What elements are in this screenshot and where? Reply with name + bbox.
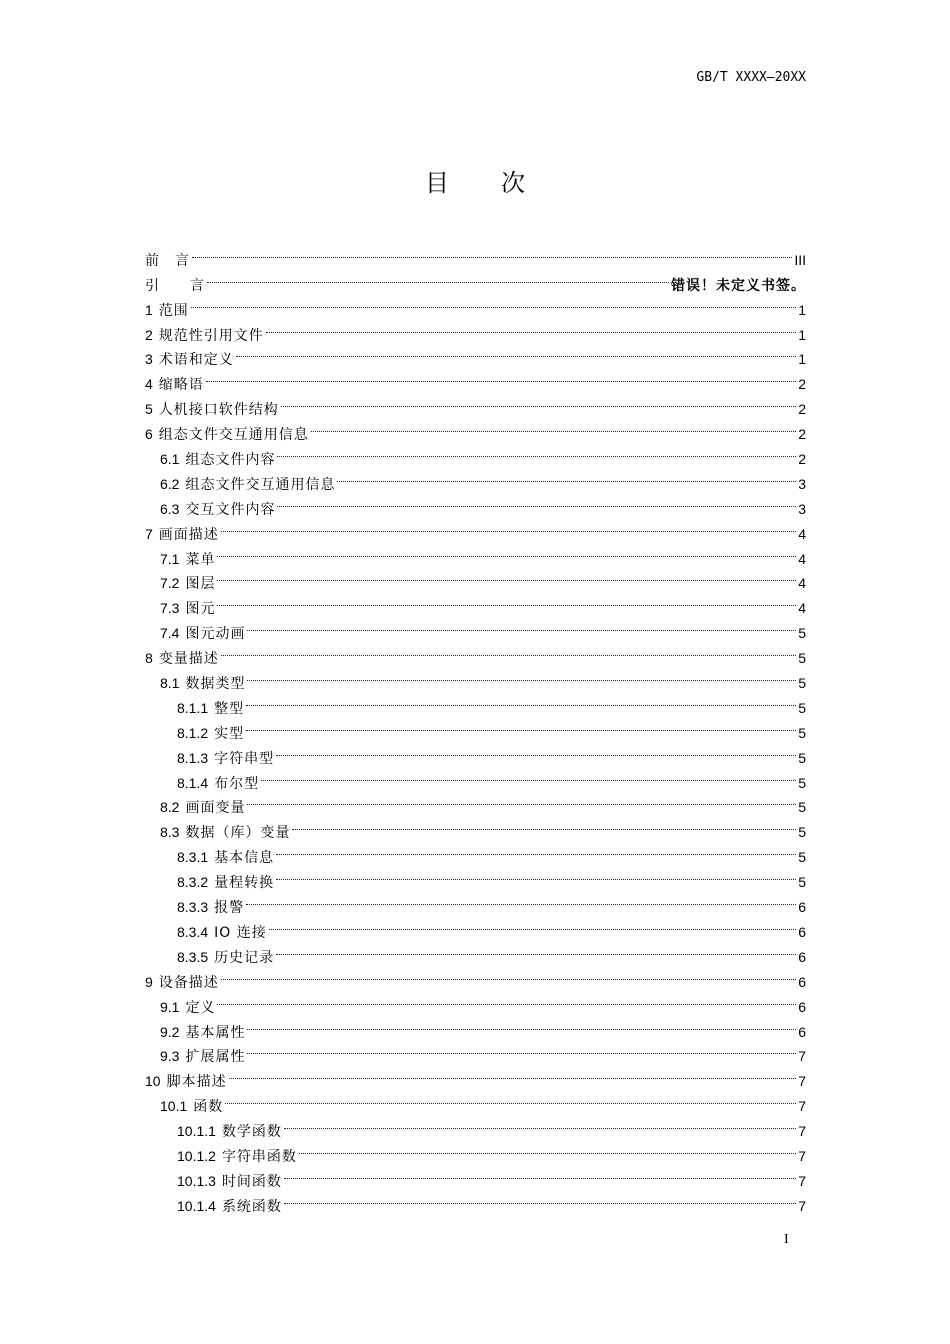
dot-leader	[247, 613, 796, 638]
toc-entry-label: 变量描述	[158, 651, 219, 668]
toc-entry-label: 字符串型	[214, 750, 275, 767]
dot-leader	[206, 364, 796, 389]
toc-entry[interactable]	[145, 713, 806, 742]
toc-entry-page: 6	[798, 923, 806, 940]
toc-entry-label: 范围	[158, 302, 189, 319]
toc-entry[interactable]	[145, 638, 806, 668]
toc-entry[interactable]	[145, 315, 806, 344]
dot-leader	[247, 1012, 796, 1037]
toc-entry-label: 数据（库）变量	[185, 825, 291, 842]
toc-entry[interactable]	[145, 663, 806, 693]
toc-entry-page: 4	[798, 525, 806, 542]
toc-entry[interactable]	[145, 1012, 806, 1041]
dot-leader	[281, 389, 796, 414]
toc-entry-label: 基本信息	[214, 850, 275, 867]
dot-leader	[229, 1061, 796, 1086]
toc-entry-number: 8.1.4	[177, 774, 209, 791]
toc-entry-label: 量程转换	[214, 875, 275, 892]
toc-entry[interactable]	[145, 962, 806, 991]
toc-entry-label: 缩略语	[158, 377, 204, 394]
toc-entry-page: 6	[798, 1023, 806, 1040]
toc-entry-number: 6.3	[160, 500, 180, 517]
toc-entry-page: 2	[798, 401, 806, 418]
toc-entry-page: 2	[798, 426, 806, 443]
dot-leader	[221, 514, 796, 539]
toc-entry-number: 8	[145, 650, 153, 667]
toc-entry-page: 7	[798, 1147, 806, 1164]
toc-entry-page: 5	[798, 799, 806, 816]
toc-entry-label: 实型	[214, 725, 245, 742]
toc-entry-number: 3	[145, 351, 153, 368]
toc-entry-number: 10.1	[160, 1098, 188, 1115]
toc-entry-label: 交互文件内容	[185, 501, 276, 518]
toc-entry-label: 定义	[185, 999, 216, 1016]
toc-entry-page: 5	[798, 749, 806, 766]
toc-entry-number: 10.1.1	[177, 1123, 216, 1140]
toc-entry-number: 7.1	[160, 550, 180, 567]
dot-leader	[337, 464, 796, 489]
toc-entry[interactable]	[145, 1111, 806, 1141]
toc-entry-number: 9	[145, 973, 153, 990]
toc-entry[interactable]	[145, 588, 806, 618]
toc-entry-page: 5	[798, 699, 806, 716]
toc-entry-label: 整型	[214, 700, 245, 717]
toc-entry-page: 5	[798, 625, 806, 642]
toc-entry-label: 前 言	[145, 252, 190, 269]
toc-entry-label: 组态文件内容	[185, 452, 276, 469]
toc-entry[interactable]	[145, 539, 806, 568]
toc-entry-number: 8.1	[160, 675, 180, 692]
dot-leader	[192, 240, 792, 265]
toc-entry[interactable]	[145, 389, 806, 419]
dot-leader	[276, 862, 796, 887]
toc-entry-label: 引 言	[145, 277, 205, 294]
dot-leader	[247, 1037, 796, 1062]
dot-leader	[277, 439, 796, 464]
toc-entry-page: 4	[798, 550, 806, 567]
toc-entry-number: 7.4	[160, 625, 180, 642]
toc-entry-page: III	[794, 251, 806, 268]
dot-leader	[246, 713, 796, 738]
dot-leader	[292, 812, 796, 837]
toc-entry-number: 6.1	[160, 451, 180, 468]
toc-entry-label: 组态文件交互通用信息	[158, 427, 309, 444]
toc-entry-number: 10.1.4	[177, 1197, 216, 1214]
toc-entry-label: 扩展属性	[185, 1049, 246, 1066]
toc-entry-label: 画面描述	[158, 526, 219, 543]
toc-entry[interactable]	[145, 613, 806, 643]
toc-entry-label: 数学函数	[221, 1124, 282, 1141]
dot-leader	[276, 738, 796, 763]
page-number: I	[784, 1232, 789, 1247]
toc-entry[interactable]	[145, 738, 806, 767]
dot-leader	[246, 887, 796, 912]
toc-entry-number: 10	[145, 1073, 161, 1090]
toc-entry-page: 7	[798, 1098, 806, 1115]
toc-entry-page: 7	[798, 1048, 806, 1065]
toc-entry-number: 8.3.4	[177, 923, 209, 940]
toc-entry-page: 5	[798, 650, 806, 667]
toc-entry-number: 8.3.2	[177, 874, 209, 891]
toc-entry[interactable]	[145, 987, 806, 1016]
toc-entry-page: 1	[798, 301, 806, 318]
toc-entry-number: 9.2	[160, 1023, 180, 1040]
dot-leader	[266, 315, 796, 340]
dot-leader	[269, 912, 796, 937]
toc-entry-page: 5	[798, 724, 806, 741]
dot-leader	[247, 663, 796, 688]
toc-entry-number: 7.3	[160, 600, 180, 617]
toc-entry-page: 5	[798, 874, 806, 891]
toc-entry-page: 2	[798, 451, 806, 468]
toc-entry-page: 3	[798, 475, 806, 492]
toc-entry-label: 基本属性	[185, 1024, 246, 1041]
toc-entry-page: 错误！未定义书签。	[671, 276, 806, 293]
toc-entry-number: 5	[145, 401, 153, 418]
dot-leader	[247, 788, 796, 813]
dot-leader	[311, 414, 796, 439]
toc-entry-page: 5	[798, 675, 806, 692]
toc-entry-number: 8.3.1	[177, 849, 209, 866]
toc-entry[interactable]	[145, 290, 806, 319]
toc-entry[interactable]	[145, 1061, 806, 1091]
dot-leader	[277, 489, 796, 514]
toc-entry-number: 8.1.3	[177, 749, 209, 766]
dot-leader	[217, 539, 796, 564]
toc-entry-page: 7	[798, 1123, 806, 1140]
dot-leader	[221, 962, 796, 987]
toc-entry-page: 6	[798, 998, 806, 1015]
toc-entry-label: 设备描述	[158, 974, 219, 991]
toc-entry-label: 画面变量	[185, 800, 246, 817]
dot-leader	[246, 688, 796, 713]
toc-entry-label: 函数	[193, 1099, 224, 1116]
toc-entry-number: 10.1.2	[177, 1147, 216, 1164]
toc-entry-label: 图层	[185, 576, 216, 593]
toc-entry-label: 术语和定义	[158, 352, 234, 369]
toc-entry-page: 6	[798, 948, 806, 965]
toc-entry-number: 9.1	[160, 998, 180, 1015]
toc-entry-label: 图元	[185, 601, 216, 618]
toc-entry-page: 4	[798, 575, 806, 592]
toc-entry-number: 8.3.5	[177, 948, 209, 965]
toc-entry[interactable]	[145, 564, 806, 593]
toc-entry[interactable]	[145, 912, 806, 941]
dot-leader	[191, 290, 796, 315]
toc-entry[interactable]	[145, 514, 806, 543]
dot-leader	[276, 937, 796, 962]
toc-entry-page: 7	[798, 1172, 806, 1189]
toc-entry-label: 时间函数	[221, 1173, 282, 1190]
toc-entry-label: IO 连接	[214, 924, 267, 941]
dot-leader	[217, 987, 796, 1012]
toc-entry-label: 数据类型	[185, 676, 246, 693]
toc-entry-number: 9.3	[160, 1048, 180, 1065]
toc-entry[interactable]	[145, 265, 806, 294]
dot-leader	[225, 1086, 796, 1111]
toc-entry-number: 6	[145, 426, 153, 443]
table-of-contents	[145, 240, 806, 1215]
dot-leader	[221, 638, 796, 663]
toc-entry[interactable]	[145, 240, 806, 269]
title-char-2: 次	[501, 169, 525, 197]
toc-entry-label: 组态文件交互通用信息	[185, 476, 336, 493]
dot-leader	[299, 1136, 796, 1161]
toc-entry-label: 布尔型	[214, 775, 260, 792]
toc-entry-page: 5	[798, 849, 806, 866]
toc-entry-label: 脚本描述	[166, 1074, 227, 1091]
toc-entry-number: 7	[145, 525, 153, 542]
toc-entry-label: 历史记录	[214, 949, 275, 966]
title-char-1: 目	[425, 169, 449, 197]
dot-leader	[276, 837, 796, 862]
toc-entry-page: 7	[798, 1197, 806, 1214]
toc-entry-page: 6	[798, 973, 806, 990]
toc-entry-number: 7.2	[160, 575, 180, 592]
toc-entry-number: 10.1.3	[177, 1172, 216, 1189]
toc-entry-number: 8.2	[160, 799, 180, 816]
toc-entry-label: 规范性引用文件	[158, 327, 264, 344]
toc-entry-page: 4	[798, 600, 806, 617]
toc-entry-page: 5	[798, 774, 806, 791]
page-title	[0, 163, 950, 198]
dot-leader	[217, 564, 796, 589]
dot-leader	[261, 763, 796, 788]
toc-entry-number: 6.2	[160, 475, 180, 492]
toc-entry-number: 8.1.1	[177, 699, 209, 716]
toc-entry-page: 1	[798, 326, 806, 343]
toc-entry-number: 8.1.2	[177, 724, 209, 741]
toc-entry-number: 8.3	[160, 824, 180, 841]
toc-entry-label: 报警	[214, 900, 245, 917]
dot-leader	[207, 265, 669, 290]
toc-entry-page: 5	[798, 824, 806, 841]
dot-leader	[217, 588, 796, 613]
toc-entry-label: 人机接口软件结构	[158, 402, 279, 419]
dot-leader	[236, 340, 796, 365]
toc-entry-number: 2	[145, 326, 153, 343]
dot-leader	[284, 1111, 796, 1136]
toc-entry-page: 7	[798, 1073, 806, 1090]
toc-entry[interactable]	[145, 340, 806, 369]
toc-entry-page: 1	[798, 351, 806, 368]
toc-entry[interactable]	[145, 364, 806, 394]
toc-entry-label: 菜单	[185, 551, 216, 568]
toc-entry-page: 2	[798, 376, 806, 393]
dot-leader	[284, 1161, 796, 1186]
toc-entry-label: 字符串函数	[221, 1148, 297, 1165]
toc-entry[interactable]	[145, 1086, 806, 1116]
toc-entry-number: 1	[145, 301, 153, 318]
document-code-header: GB/T XXXX—20XX	[696, 70, 806, 85]
toc-entry-page: 3	[798, 500, 806, 517]
toc-entry-label: 图元动画	[185, 626, 246, 643]
toc-entry-number: 8.3.3	[177, 899, 209, 916]
toc-entry-label: 系统函数	[221, 1198, 282, 1215]
toc-entry-page: 6	[798, 899, 806, 916]
dot-leader	[284, 1186, 796, 1211]
toc-entry-number: 4	[145, 376, 153, 393]
